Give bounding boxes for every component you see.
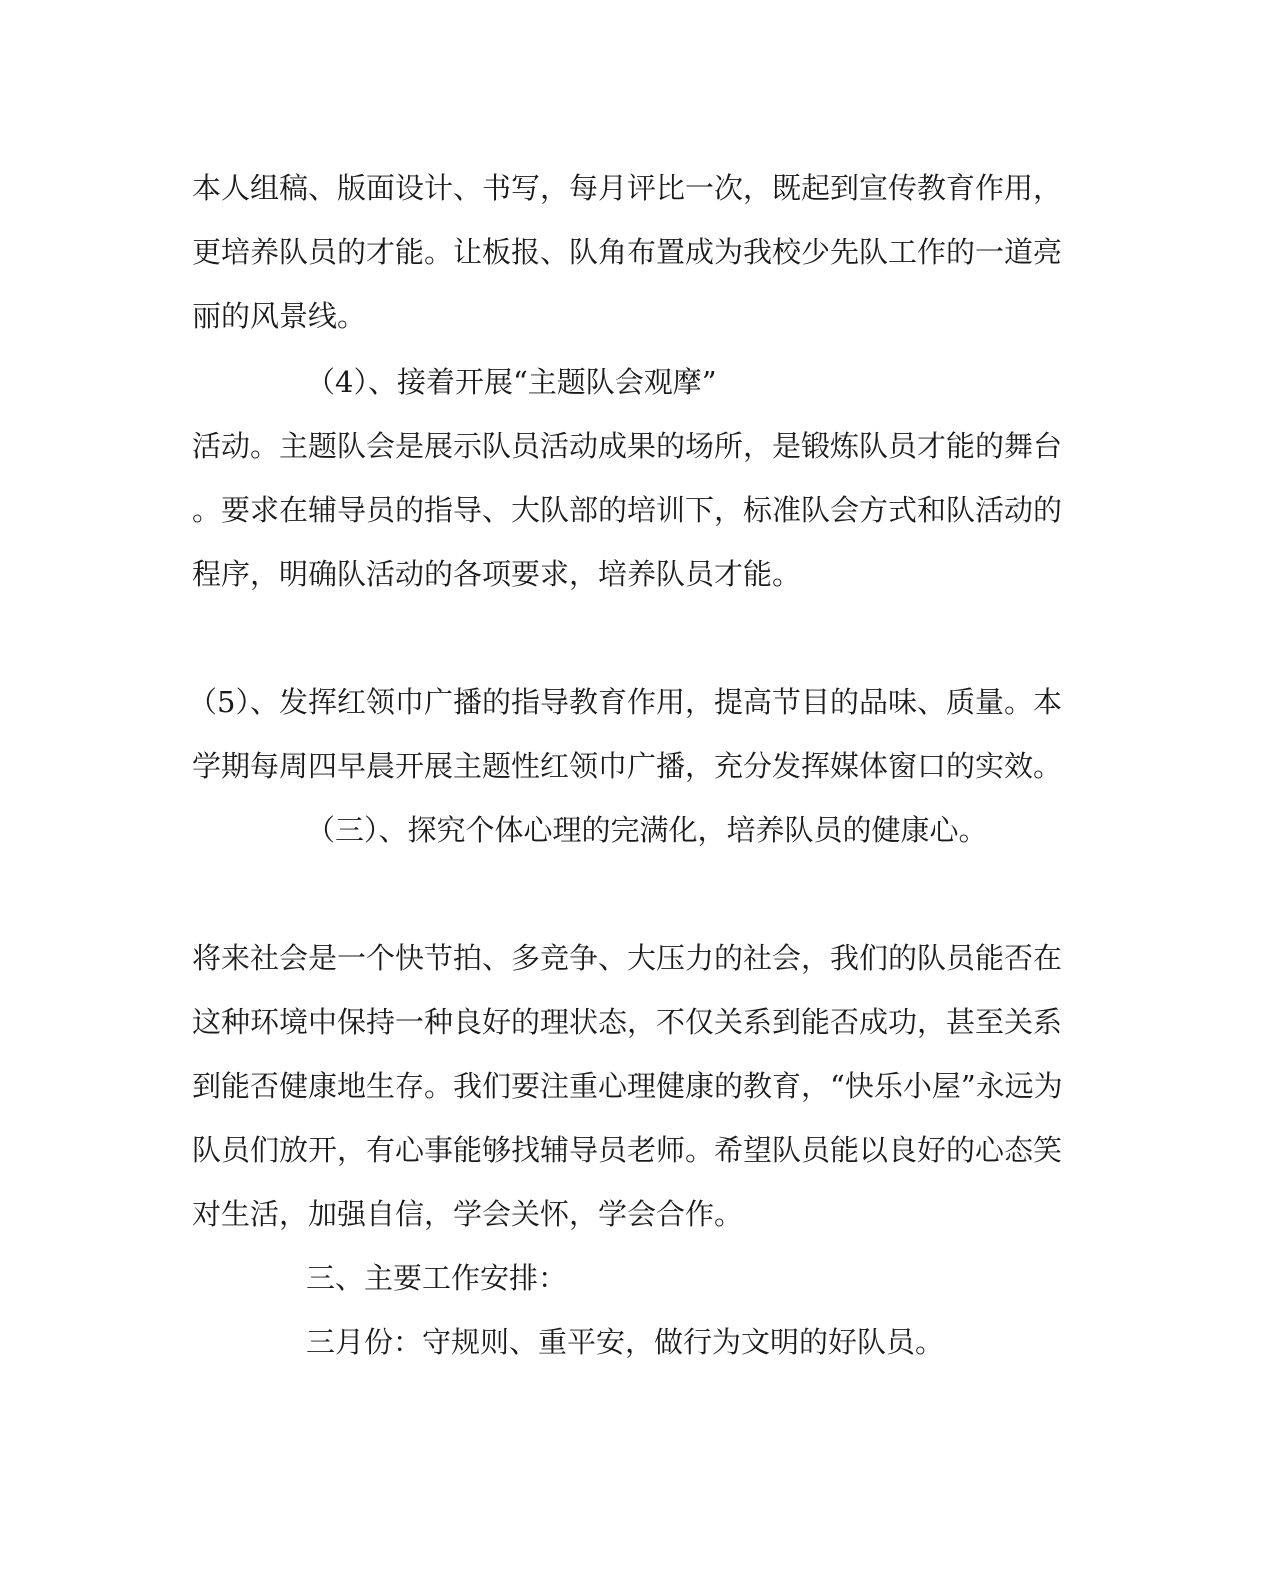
paragraph-line: 对生活，加强自信，学会关怀，学会合作。 <box>192 1197 744 1231</box>
paragraph-line: 队员们放开，有心事能够找辅导员老师。希望队员能以良好的心态笑 <box>192 1133 1063 1167</box>
section-heading-5: （5）、发挥红领巾广播的指导教育作用，提高节目的品味、质量。本 <box>188 685 1062 719</box>
paragraph-line: 本人组稿、版面设计、书写，每月评比一次，既起到宣传教育作用， <box>192 171 1063 205</box>
paragraph-line: 三月份：守规则、重平安，做行为文明的好队员。 <box>306 1325 945 1359</box>
paragraph-line: 程序，明确队活动的各项要求，培养队员才能。 <box>192 557 802 591</box>
section-heading-main-work: 三、主要工作安排： <box>306 1261 568 1295</box>
paragraph-line: 更培养队员的才能。让板报、队角布置成为我校少先队工作的一道亮 <box>192 235 1063 269</box>
paragraph-line: 丽的风景线。 <box>192 299 367 333</box>
paragraph-line: 到能否健康地生存。我们要注重心理健康的教育，“快乐小屋”永远为 <box>192 1069 1063 1103</box>
paragraph-line: 活动。主题队会是展示队员活动成果的场所，是锻炼队员才能的舞台 <box>192 429 1063 463</box>
paragraph-line: 。要求在辅导员的指导、大队部的培训下，标准队会方式和队活动的 <box>192 493 1063 527</box>
section-heading-three: （三）、探究个体心理的完满化，培养队员的健康心。 <box>306 813 988 847</box>
paragraph-line: 这种环境中保持一种良好的理状态，不仅关系到能否成功，甚至关系 <box>192 1005 1063 1039</box>
paragraph-line: 学期每周四早晨开展主题性红领巾广播，充分发挥媒体窗口的实效。 <box>192 749 1063 783</box>
section-heading-4: （4）、接着开展“主题队会观摩” <box>306 365 717 399</box>
paragraph-line: 将来社会是一个快节拍、多竞争、大压力的社会，我们的队员能否在 <box>192 941 1063 975</box>
